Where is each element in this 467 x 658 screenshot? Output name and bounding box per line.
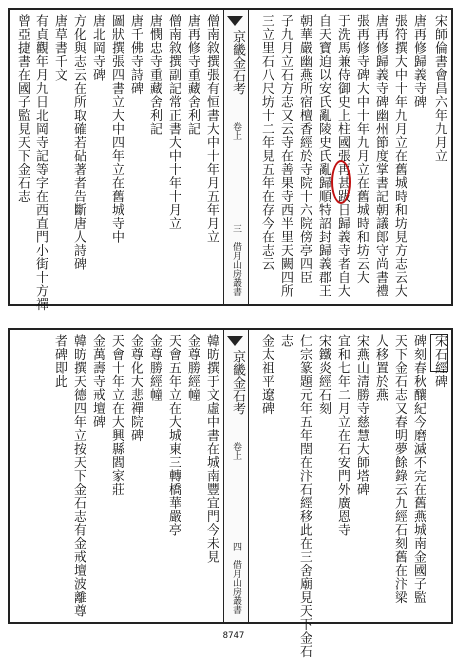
page-footer-number: 8747: [222, 631, 245, 641]
text-column: 宋燕山清勝寺慈慧大師塔碑: [354, 334, 369, 496]
text-column: 圖狀撰張四書立大中四年立在舊城寺中: [109, 14, 124, 244]
text-column: 者碑即此: [52, 334, 67, 388]
fishtail-mark-icon: [227, 16, 243, 26]
text-column: 宋師倫書會昌六年九月立: [432, 14, 447, 163]
center-fold-band: [223, 330, 249, 622]
band-press-name: 借月山房叢書: [231, 560, 241, 614]
band-page-number: 三: [231, 224, 241, 233]
text-column: 志: [278, 334, 293, 348]
text-column: 子九月立石方志又云寺在善果寺西半里天闕四所: [278, 14, 293, 298]
band-page-number: 四: [231, 542, 241, 551]
text-column: 唐再修歸義寺碑: [411, 14, 426, 109]
text-column: 人移置於燕: [373, 334, 388, 402]
text-column: 唐再修寺重藏舍利記: [185, 14, 200, 136]
text-column: 三立里石八尺坊十二年見五年在存今在志云: [259, 14, 274, 271]
text-column: 于洗馬兼侍御史上柱國張再甚跋日歸義寺者自大: [335, 14, 350, 298]
band-title: 京畿金石考: [230, 350, 245, 415]
text-column: 僧南敘撰副記常正書大中十年十月立: [166, 14, 181, 230]
red-circle-annotation: [331, 160, 351, 204]
fishtail-mark-icon: [227, 336, 243, 346]
text-column: 天會五年立在大城東三轉橋華嚴亭: [166, 334, 181, 537]
text-column: 唐再修歸義寺碑幽州節度掌書記朝議郎守尚書禮: [373, 14, 388, 298]
section-header: 宋石經碑: [432, 334, 447, 388]
text-column: 天下金石志又春明夢餘錄云九經石刻舊在汴梁: [392, 334, 407, 604]
top-page: [8, 8, 453, 311]
text-column: 天會十年立在大興縣閻家莊: [109, 334, 124, 496]
text-column: 方化與志云在所取確若砧著者告斷唐人詩碑: [71, 14, 86, 271]
text-column: 朝華嚴幽燕所宿檀香經於寺院十六院傍亭四臣: [297, 14, 312, 284]
text-column: 金太祖平遼碑: [259, 334, 274, 415]
text-column: 金萬壽寺戒壇碑: [90, 334, 105, 429]
text-column: 金尊勝經幢: [185, 334, 200, 402]
text-column: 韓昉撰于文虛中書在城南豐宜門今未見: [204, 334, 219, 564]
band-volume: 卷上: [231, 442, 241, 460]
text-column: 有貞觀年月九日北岡寺記等字在西直門小街十方禪: [33, 14, 48, 311]
band-volume: 卷上: [231, 122, 241, 140]
text-column: 仁宗篆題元年五年閏在汴石經移此在三舍廟見天下金石: [297, 334, 312, 658]
text-column: 唐草書千文: [52, 14, 67, 82]
text-column: 唐憫忠寺重藏舍利記: [147, 14, 162, 136]
text-column: 唐北岡寺碑: [90, 14, 105, 82]
text-column: 張符撰大中十年九月立在舊城時和坊見方志云大: [392, 14, 407, 298]
band-press-name: 借月山房叢書: [231, 242, 241, 296]
text-column: 金尊化大悲禪院碑: [128, 334, 143, 442]
text-column: 韓昉撰天德四年立按天下金石志有金戒壇波離尊: [71, 334, 86, 618]
text-column: 碑刻春秋釀紀今磨滅不完在舊燕城南金國子監: [411, 334, 426, 604]
band-title: 京畿金石考: [230, 30, 245, 95]
text-column: 宜和七年二月立在石安門外廣恩寺: [335, 334, 350, 537]
text-column: 唐千佛寺詩碑: [128, 14, 143, 95]
text-column: 宋鐵炎經石刻: [316, 334, 331, 415]
text-column: 自天寶迫以安氏亂陵史氏亂歸順特詔封歸義郡王: [316, 14, 331, 298]
center-fold-band: [223, 10, 249, 304]
text-column: 僧南敘撰張有恒書大中十年月五年月立: [204, 14, 219, 244]
text-column: 張再修寺碑大中十年九月立在舊城時和坊云大: [354, 14, 369, 284]
text-column: 曾亞捷書在國子監見天下金石志: [15, 14, 30, 203]
text-column: 金尊勝經幢: [147, 334, 162, 402]
